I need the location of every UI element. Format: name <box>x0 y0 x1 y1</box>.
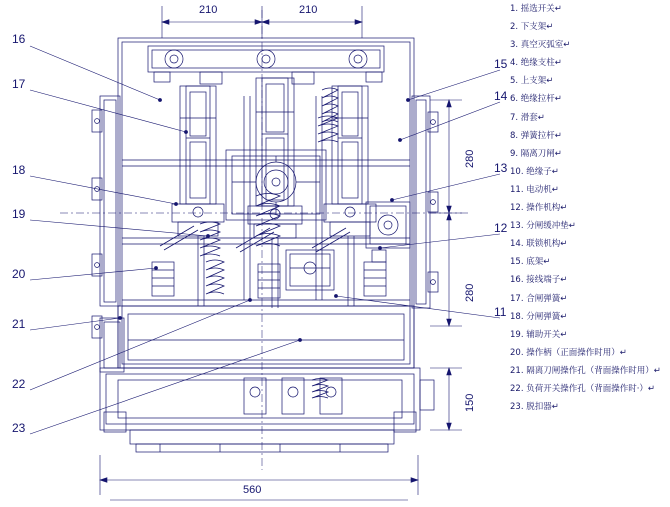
list-item: 6. 绝缘拉杆↵ <box>510 94 562 105</box>
dimension-bottom-center: 560 <box>243 484 262 496</box>
list-item: 7. 滑套↵ <box>510 112 545 123</box>
list-item: 3. 真空灭弧室↵ <box>510 40 571 51</box>
list-item: 15. 底架↵ <box>510 257 551 268</box>
list-item: 8. 弹簧拉杆↵ <box>510 130 562 141</box>
callout-14: 14 <box>494 89 508 103</box>
list-item: 22. 负荷开关操作孔（背面操作时·）↵ <box>510 383 656 394</box>
callout-22: 22 <box>12 377 26 391</box>
callout-12: 12 <box>494 221 508 235</box>
callout-11: 11 <box>494 305 507 319</box>
dimension-right-lower: 280 <box>464 283 476 302</box>
dimension-right-upper: 280 <box>464 149 476 168</box>
list-item: 1. 摇选开关↵ <box>510 4 562 14</box>
list-item: 13. 分闸缓冲垫↵ <box>510 221 576 232</box>
callout-17: 17 <box>12 77 26 91</box>
list-item: 10. 绝缘子↵ <box>510 166 559 177</box>
list-item: 14. 联锁机构↵ <box>510 239 568 250</box>
list-item: 19. 辅助开关↵ <box>510 329 568 340</box>
dimension-top-right: 210 <box>299 4 318 16</box>
callout-15: 15 <box>494 57 508 71</box>
legend-list <box>510 4 668 444</box>
callout-13: 13 <box>494 161 508 175</box>
callout-16: 16 <box>12 32 26 46</box>
callout-23: 23 <box>12 421 26 435</box>
list-item: 23. 脱扣器↵ <box>510 402 559 413</box>
callout-18: 18 <box>12 163 26 177</box>
callout-20: 20 <box>12 267 26 281</box>
list-item: 17. 合闸弹簧↵ <box>510 293 568 304</box>
list-item: 5. 上支架↵ <box>510 76 554 87</box>
list-item: 20. 操作柄（正面操作时用）↵ <box>510 347 627 358</box>
list-item: 11. 电动机↵ <box>510 184 559 195</box>
list-item: 16. 接线端子↵ <box>510 275 568 286</box>
list-item: 9. 隔离刀闸↵ <box>510 148 562 159</box>
dimension-bottom-right: 150 <box>464 393 476 412</box>
list-item: 21. 隔离刀闸操作孔（背面操作时用）↵ <box>510 365 661 376</box>
dimension-top-left: 210 <box>199 4 218 16</box>
list-item: 2. 下支架↵ <box>510 22 554 33</box>
callout-19: 19 <box>12 207 26 221</box>
list-item: 12. 操作机构↵ <box>510 203 568 214</box>
list-item: 18. 分闸弹簧↵ <box>510 311 568 322</box>
list-item: 4. 绝缘支柱↵ <box>510 58 562 69</box>
callout-21: 21 <box>12 317 26 331</box>
